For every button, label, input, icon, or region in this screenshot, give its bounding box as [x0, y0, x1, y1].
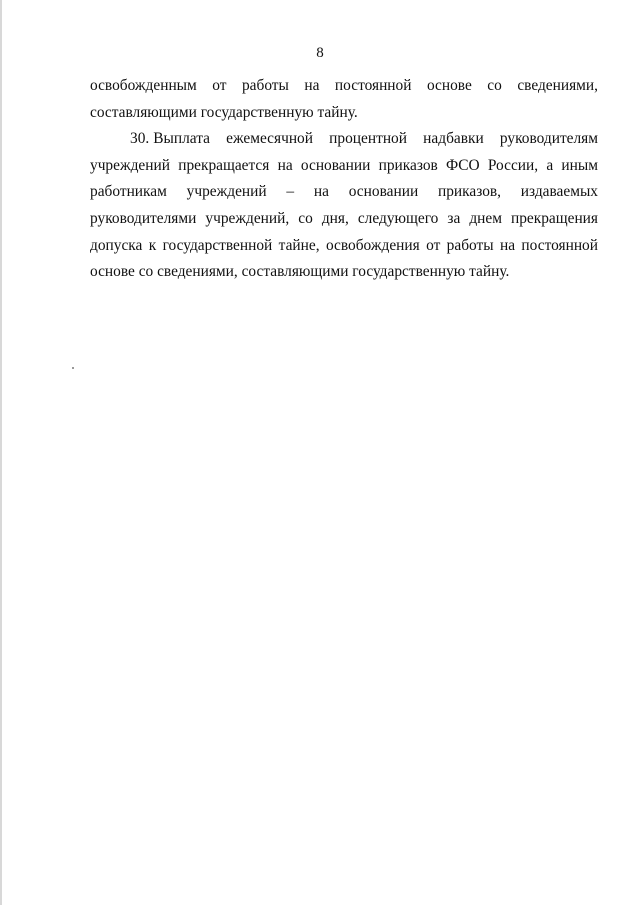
document-body: [90, 73, 598, 286]
paragraph-continuation: освобожденным от работы на постоянной основе со сведениями, составляющими государственную тайну.: [90, 77, 598, 121]
paragraph-text: Выплата ежемесячной процентной надбавки руководителям учреждений прекращается на основании приказов ФСО России, а иным работникам учреждений – на основании приказов, издаваемых руководителями учреждений, со дня, следующего за днем прекращения допуска к государственной тайне, освобождения от работы на постоянной основе со сведениями, составляющими государственную тайну.: [90, 130, 598, 281]
paragraph-number: 30.: [130, 130, 150, 148]
page-left-edge: [0, 0, 2, 905]
paragraph-30: [90, 126, 598, 286]
scan-speck: [72, 367, 74, 369]
page-number: 8: [316, 45, 324, 61]
